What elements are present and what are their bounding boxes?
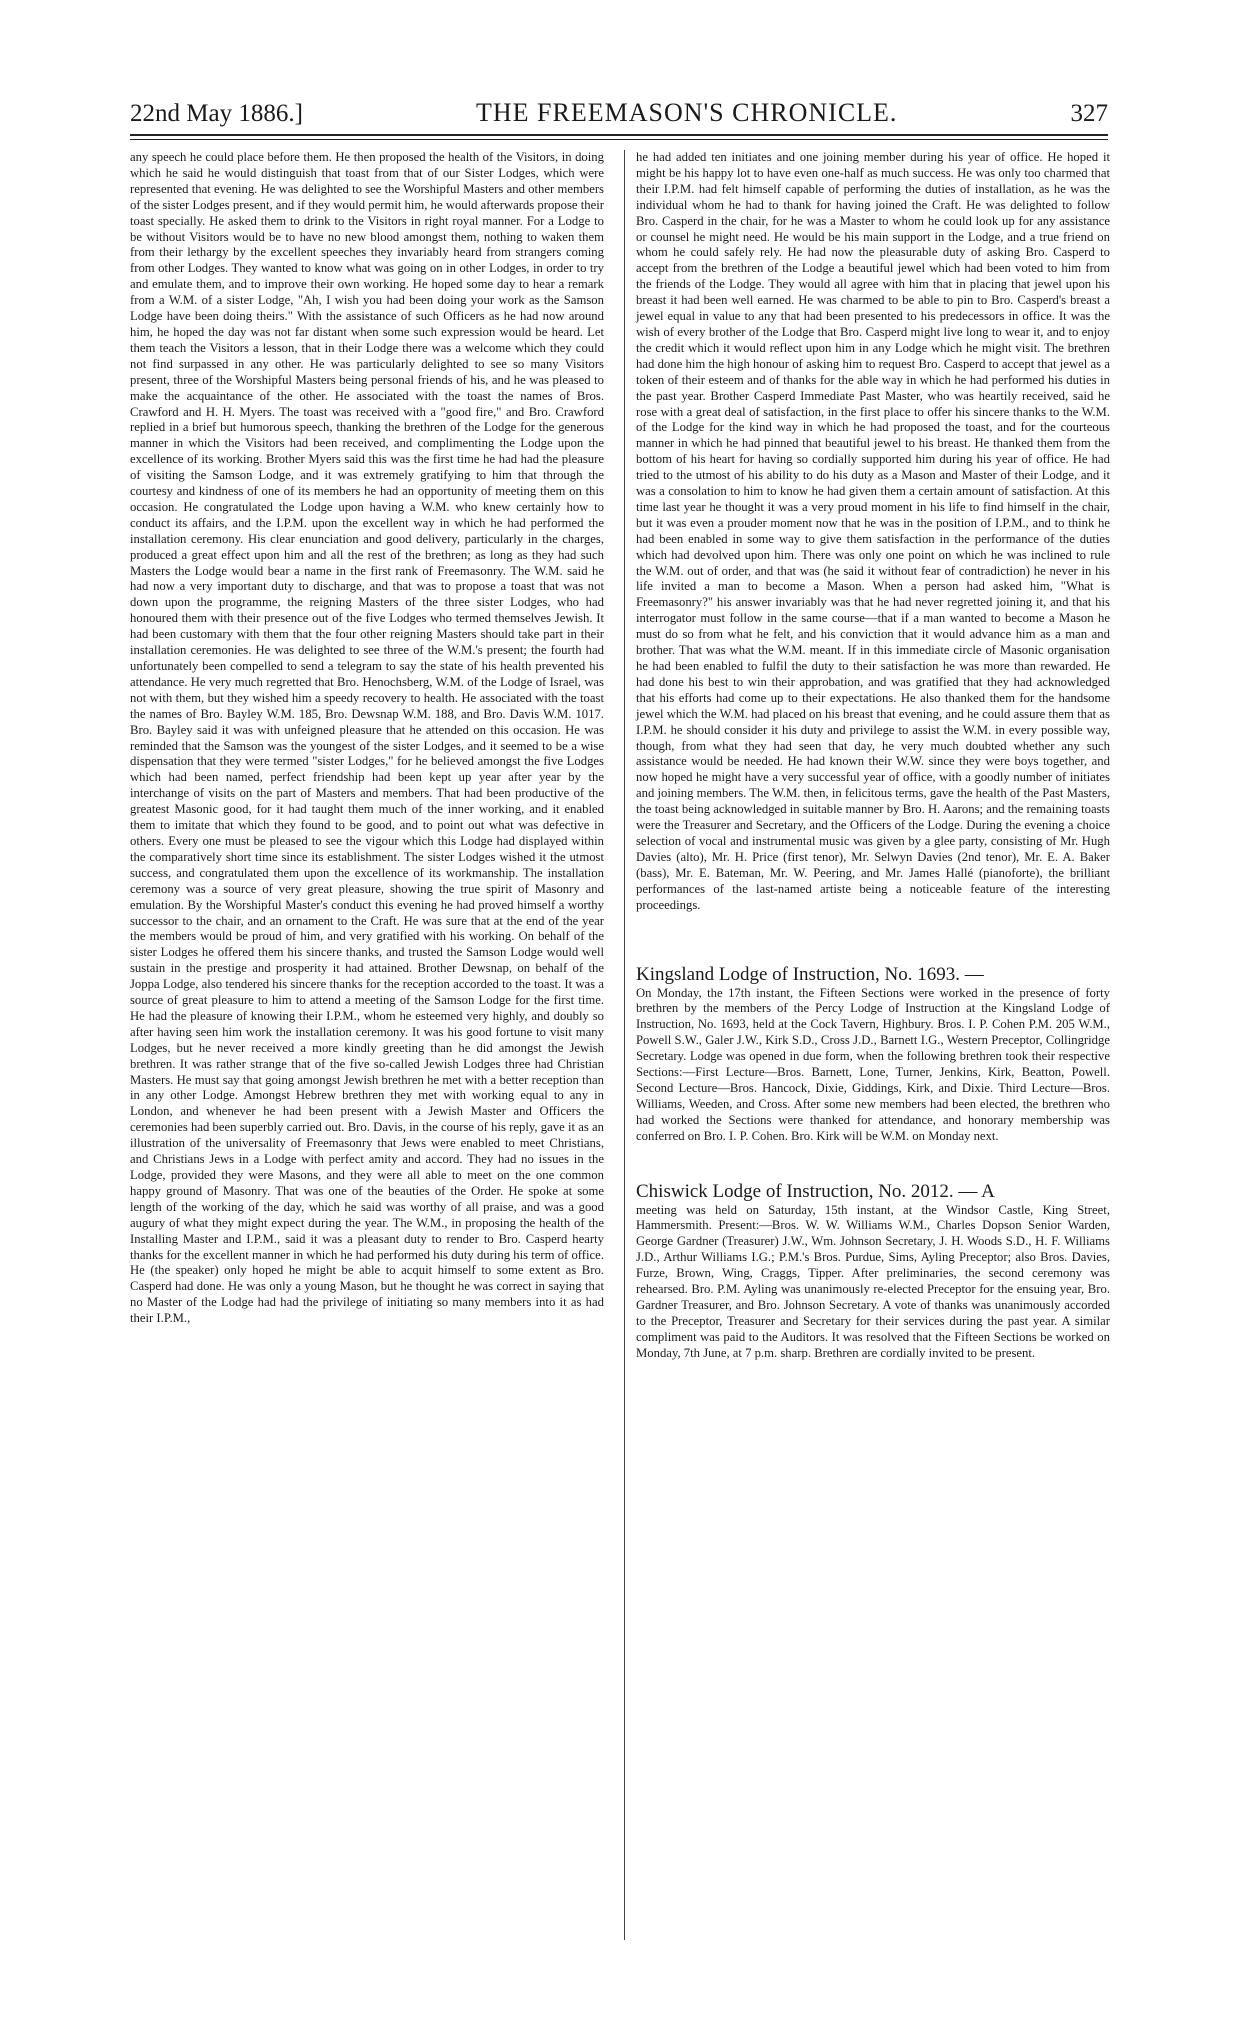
article-paragraph: he had added ten initiates and one joining member during his year of office. He hoped it might be his happy lot to have even one-half as much success. He was only too charmed that their I.P.M. had felt himself capable of performing the duties of installation, as he was the individual whom he had to thank for having joined the Craft. He was delighted to follow Bro. Casperd in the chair, for he was a Master to whom he could look up for any assistance or counsel he might need. He would be his main support in the Lodge, and a true friend on whom he could safely rely. He had now the pleasurable duty of asking Bro. Casperd to accept from the brethren of the Lodge a beautiful jewel which had been voted to him from the friends of the Lodge. They would all agree with him that in placing that jewel upon his breast it had been well earned. He was charmed to be able to pin to Bro. Casperd's breast a jewel equal in value to any that had been presented to his predecessors in office. It was the wish of every brother of the Lodge that Bro. Casperd might live long to wear it, and to enjoy the credit which it would reflect upon him in any Lodge which he might visit. The brethren had done him the high honour of asking him to request Bro. Casperd to accept that jewel as a token of their esteem and of thanks for the able way in which he had performed his duties in the past year. Brother Casperd Immediate Past Master, who was heartily received, said he rose with a great deal of satisfaction, in the first place to offer his sincere thanks to the W.M. of the Lodge for the kind way in which he had proposed the toast, and for the courteous manner in which he had pinned that beautiful jewel to his breast. He thanked them from the bottom of his heart for having so cordially supported him during his year of office. He had tried to the utmost of his ability to do his duty as a Mason and Master of their Lodge, and it was a consolation to him to know he had given them a certain amount of satisfaction. At this time last year he thought it was a very proud moment in his life to find himself in the chair, but it was even a prouder moment now that he was in the position of I.P.M., and to think he had been enabled in some way to give them satisfaction in the performance of the duties which had devolved upon him. There was only one point on which he was inclined to rule the W.M. out of order, and that was (he said it without fear of contradiction) he never in his life invited a man to become a Mason. When a person had asked him, "What is Freemasonry?" his answer invariably was that he had never regretted joining it, and that his interrogator must follow in the same course—that if a man wanted to become a Mason he must do so from what he felt, and his conviction that it would advance him as a man and brother. That was what the W.M. meant. If in this immediate circle of Masonic organisation he had been enabled to fulfil the duty to their satisfaction he was more than rewarded. He had done his best to win their approbation, and was gratified that they had acknowledged that his efforts had come up to their expectations. He also thanked them for the handsome jewel which the W.M. had placed on his breast that evening, and he could assure them that as I.P.M. he should consider it his duty and privilege to assist the W.M. in every possible way, though, from what they had seen that day, he very much doubted whether any such assistance would be needed. He had known their W.W. since they were boys together, and now hoped he might have a very successful year of office, with a goodly number of initiates and joining members. The W.M. then, in felicitous terms, gave the health of the Past Masters, the toast being acknowledged in suitable manner by Bro. H. Aarons; and the remaining toasts were the Treasurer and Secretary, and the Officers of the Lodge. During the evening a choice selection of vocal and instrumental music was given by a glee party, consisting of Mr. Hugh Davies (alto), Mr. H. Price (first tenor), Mr. Selwyn Davies (2nd tenor), Mr. E. A. Baker (bass), Mr. E. Bateman, Mr. W. Peering, and Mr. James Hallé (pianoforte), the brilliant performances of the last-named artiste being a noticeable feature of the interesting proceedings. — [636, 150, 1110, 912]
article-paragraph: any speech he could place before them. He then proposed the health of the Visitors, in doing which he said he would distinguish that toast from that of our Sister Lodges, which were represented that evening. He was delighted to see the Worshipful Masters and other members of the sister Lodges present, and if they would permit him, he would afterwards propose their toast specially. He asked them to drink to the Visitors in right royal manner. For a Lodge to be without Visitors would be to have no new blood amongst them, nothing to waken them from their lethargy by the excellent speeches they invariably heard from strangers coming from other Lodges. They wanted to know what was going on in other Lodges, in order to try and emulate them, and to improve their own working. He hoped some day to hear a remark from a W.M. of a sister Lodge, "Ah, I wish you had been doing your work as the Samson Lodge have been doing theirs." With the assistance of such Officers as he had now around him, he hoped the day was not far distant when some such expression would be heard. Let them teach the Visitors a lesson, that in their Lodge there was a welcome which they could not find surpassed in any other. He was particularly delighted to see so many Visitors present, three of the Worshipful Masters being personal friends of his, and he was pleased to make the acquaintance of the other. He associated with the toast the names of Bros. Crawford and H. H. Myers. The toast was received with a "good fire," and Bro. Crawford replied in a brief but humorous speech, thanking the brethren of the Lodge for the generous manner in which the Visitors had been received, and complimenting the Lodge upon the excellence of its working. Brother Myers said this was the first time he had had the pleasure of visiting the Samson Lodge, and it was extremely gratifying to him that through the courtesy and kindness of one of its members he had an opportunity of meeting them on this occasion. He congratulated the Lodge upon having a W.M. who knew certainly how to conduct its affairs, and the I.P.M. upon the excellent way in which he had performed the installation ceremony. His clear enunciation and good delivery, particularly in the charges, produced a great effect upon him and all the rest of the brethren; as long as they had such Masters the Lodge would bear a name in the first rank of Freemasonry. The W.M. said he had now a very important duty to discharge, and that was to propose a toast that was not down upon the programme, the reigning Masters of the three sister Lodges, who had honoured them with their presence out of the five Lodges who termed themselves Jewish. It had been customary with them that the four other reigning Masters should take part in their installation ceremonies. He was delighted to see three of the W.M.'s present; the fourth had unfortunately been compelled to send a telegram to say the state of his health prevented his attendance. He very much regretted that Bro. Henochsberg, W.M. of the Lodge of Israel, was not with them, but they wished him a speedy recovery to health. He associated with the toast the names of Bro. Bayley W.M. 185, Bro. Dewsnap W.M. 188, and Bro. Davis W.M. 1017. Bro. Bayley said it was with unfeigned pleasure that he attended on this occasion. He was reminded that the Samson was the youngest of the sister Lodges, and it seemed to be a wise dispensation that they were termed "sister Lodges," for he believed amongst the five Lodges which had been named, perfect friendship had been kept up year after year by the interchange of visits on the part of Masters and members. That had been productive of the greatest Masonic good, for it had taught them much of the inner working, and it enabled them to imitate that which they found to be good, and to point out what was defective in others. Every one must be pleased to see the vigour which this Lodge had displayed within the comparatively short time since its establishment. The sister Lodges wished it the utmost success, and congratulated them upon the excellence of its workmanship. The installation ceremony was a source of very great pleasure, showing the true spirit of Masonry and emulation. By the Worshipful Master's conduct this evening he had proved himself a worthy successor to the chair, and an ornament to the Craft. He was sure that at the end of the year the members would be proud of him, and very gratified with his working. On behalf of the sister Lodges he offered them his sincere thanks, and trusted the Samson Lodge would well sustain in the prestige and prosperity it had attained. Brother Dewsnap, on behalf of the Joppa Lodge, also tendered his sincere thanks for the reception accorded to the toast. It was a source of great pleasure to him to attend a meeting of the Samson Lodge for the first time. He had the pleasure of knowing their I.P.M., whom he esteemed very highly, and doubly so after having seen him work the installation ceremony. It was his good fortune to visit many Lodges, but he never received a more kindly greeting than he did amongst the Jewish brethren. It was rather strange that of the five so-called Jewish Lodges three had Christian Masters. He must say that going amongst Jewish brethren he met with a better reception than in any other Lodge. Amongst Hebrew brethren they met with working equal to any in London, and whenever he had been present with a Jewish Master and Officers the ceremonies had been superbly carried out. Bro. Davis, in the course of his reply, gave it as an illustration of the universality of Freemasonry that Jews were enabled to meet Christians, and Christians Jews in a Lodge with perfect amity and accord. They had no issues in the Lodge, provided they were Masons, and they were all able to meet on the one common happy ground of Masonry. That was one of the beauties of the Order. He spoke at some length of the working of the day, which he said was worthy of all praise, and was a good augury of what they might expect during the year. The W.M., in proposing the health of the Installing Master and I.P.M., said it was a pleasant duty to render to Bro. Casperd hearty thanks for the excellent manner in which he had performed his duty during his term of office. He (the speaker) only hoped he might be able to acquit himself to some extent as Bro. Casperd had done. He was only a young Mason, but he thought he was correct in saying that no Master of the Lodge had had the privilege of initiating so many members into it as had their I.P.M., — [130, 150, 604, 1326]
issue-date: 22nd May 1886.] — [130, 100, 303, 127]
section-body: meeting was held on Saturday, 15th instant, at the Windsor Castle, King Street, Hammersmith. Present:—Bros. W. W. Williams W.M., Charles Dopson Senior Warden, George Gardner (Treasurer) J.W., Wm. Johnson Secretary, J. H. Woods S.D., H. F. Williams J.D., Arthur Williams I.G.; P.M.'s Bros. Purdue, Sims, Ayling Preceptor; also Bros. Davies, Furze, Brown, Wing, Craggs, Tipper. After preliminaries, the second ceremony was rehearsed. Bro. P.M. Ayling was unanimously re-elected Preceptor for the ensuing year, Bro. Gardner Treasurer, and Bro. Johnson Secretary. A vote of thanks was unanimously accorded to the Preceptor, Treasurer and Secretary for their services during the past year. A similar compliment was paid to the Auditors. It was resolved that the Fifteen Sections be worked on Monday, 7th June, at 7 p.m. sharp. Brethren are cordially invited to be present. — [636, 1202, 1110, 1360]
right-column — [636, 150, 1110, 1362]
section-heading: Chiswick Lodge of Instruction, No. 2012. — A — [636, 1180, 995, 1202]
chiswick-lodge-section — [636, 1181, 1110, 1362]
left-column — [130, 150, 604, 1327]
column-divider — [624, 150, 625, 1940]
header-rule-thin — [130, 139, 1108, 140]
header-rule — [130, 134, 1108, 136]
kingsland-lodge-section — [636, 964, 1110, 1145]
section-heading: Kingsland Lodge of Instruction, No. 1693. — — [636, 963, 984, 985]
section-body: On Monday, the 17th instant, the Fifteen Sections were worked in the presence of forty brethren by the members of the Percy Lodge of Instruction at the Kingsland Lodge of Instruction, No. 1693, held at the Cock Tavern, Highbury. Bros. I. P. Cohen P.M. 205 W.M., Powell S.W., Galer J.W., Kirk S.D., Cross J.D., Barnett I.G., Western Preceptor, Collingridge Secretary. Lodge was opened in due form, when the following brethren took their respective Sections:—First Lecture—Bros. Barnett, Lone, Turner, Jenkins, Kirk, Beatton, Powell. Second Lecture—Bros. Hancock, Dixie, Giddings, Kirk, and Dixie. Third Lecture—Bros. Williams, Weeden, and Cross. After some new members had been elected, the brethren who had worked the Sections were thanked for attendance, and honorary membership was conferred on Bro. I. P. Cohen. Bro. Kirk will be W.M. on Monday next. — [636, 985, 1110, 1143]
masthead — [130, 92, 1108, 128]
page-number: 327 — [1070, 100, 1108, 127]
publication-title: THE FREEMASON'S CHRONICLE. — [475, 98, 898, 127]
